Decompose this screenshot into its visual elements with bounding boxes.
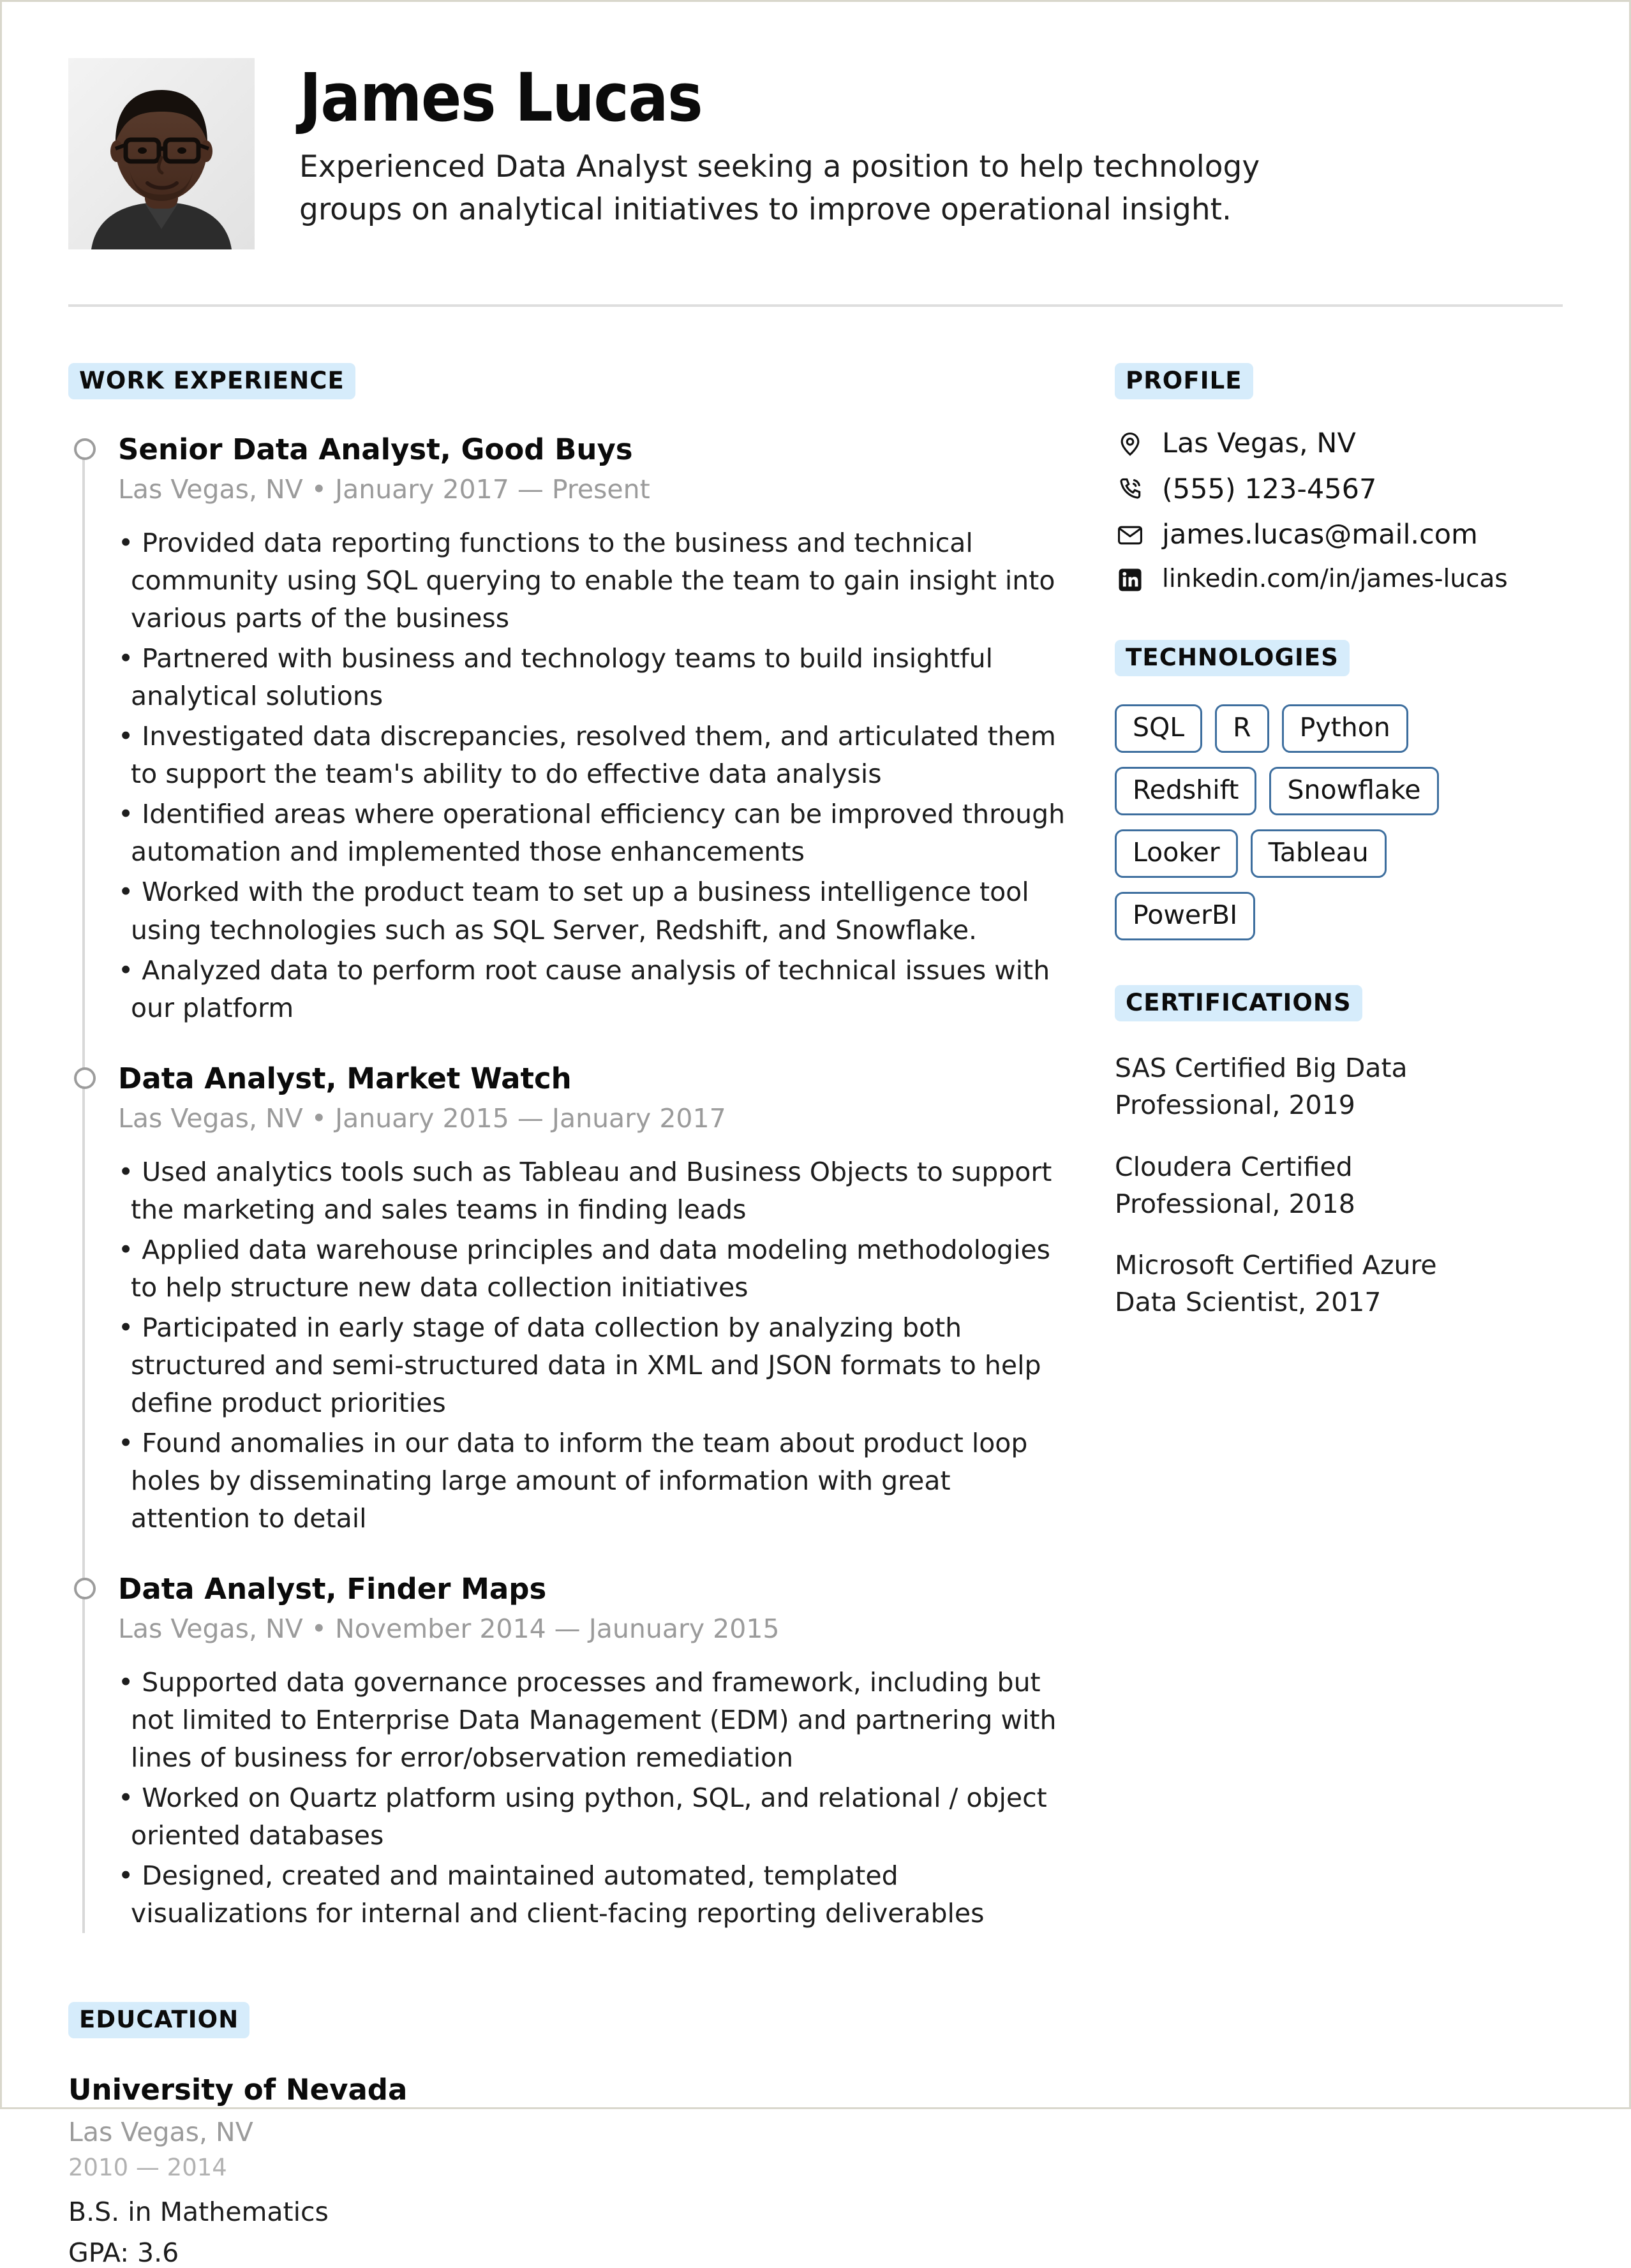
job-bullet: • Used analytics tools such as Tableau and Business Objects to support the marketing and sales teams in finding leads (118, 1156, 1052, 1225)
work-experience-entry (118, 433, 1070, 1027)
sidebar-column (1115, 363, 1523, 1365)
work-timeline (68, 433, 1070, 1933)
job-title: Data Analyst, Market Watch (118, 1061, 572, 1095)
technology-tag: Tableau (1251, 829, 1387, 878)
linkedin-icon (1115, 565, 1145, 595)
job-bullet: • Provided data reporting functions to the business and technical community using SQL querying to enable the team to gain insight into various parts of the business (118, 528, 1055, 634)
technologies-section (1115, 640, 1523, 940)
job-bullet: • Investigated data discrepancies, resolved them, and articulated them to support the team's ability to do effective data analysis (118, 721, 1056, 790)
section-heading-work-experience: WORK EXPERIENCE (68, 363, 355, 399)
job-bullet-list (118, 1664, 1070, 1932)
education-school: University of Nevada (68, 2072, 408, 2107)
job-bullet: • Analyzed data to perform root cause analysis of technical issues with our platform (118, 954, 1050, 1023)
section-heading-education: EDUCATION (68, 2002, 249, 2038)
contact-row[interactable] (1115, 427, 1523, 461)
technology-tag: SQL (1115, 704, 1202, 753)
resume-header (68, 58, 1563, 249)
education-location: Las Vegas, NV (68, 2116, 253, 2147)
content-columns (68, 363, 1563, 2268)
contact-value: linkedin.com/in/james-lucas (1162, 565, 1508, 594)
technology-tag: Snowflake (1269, 767, 1438, 815)
job-meta: Las Vegas, NV • January 2017 — Present (118, 474, 650, 505)
section-heading-certifications: CERTIFICATIONS (1115, 985, 1362, 1021)
profile-photo (68, 58, 255, 249)
technology-tag: Python (1282, 704, 1408, 753)
job-bullet: • Partnered with business and technology teams to build insightful analytical solutions (118, 643, 994, 712)
job-bullet: • Designed, created and maintained automated, templated visualizations for internal and client-facing reporting deliverables (118, 1860, 985, 1929)
job-bullet: • Worked with the product team to set up a business intelligence tool using technologies such as SQL Server, Redshift, and Snowflake. (118, 877, 1029, 945)
education-section (68, 2002, 1070, 2268)
contact-row[interactable] (1115, 473, 1523, 507)
certifications-section (1115, 985, 1523, 1321)
education-gpa: GPA: 3.6 (68, 2237, 179, 2268)
job-title: Senior Data Analyst, Good Buys (118, 433, 633, 466)
education-years: 2010 — 2014 (68, 2153, 227, 2181)
technology-tag: PowerBI (1115, 892, 1255, 940)
section-heading-technologies: TECHNOLOGIES (1115, 640, 1350, 676)
contact-row[interactable] (1115, 565, 1523, 595)
main-column (68, 363, 1115, 2268)
envelope-icon (1115, 520, 1145, 551)
job-title: Data Analyst, Finder Maps (118, 1572, 547, 1606)
job-bullet: • Applied data warehouse principles and data modeling methodologies to help structure new data collection initiatives (118, 1234, 1051, 1303)
timeline-dot-icon (74, 1578, 96, 1599)
education-degree: B.S. in Mathematics (68, 2196, 329, 2227)
section-heading-profile: PROFILE (1115, 363, 1253, 399)
contact-row[interactable] (1115, 519, 1523, 552)
job-meta: Las Vegas, NV • November 2014 — Jaunuary 2015 (118, 1613, 780, 1645)
contact-value: Las Vegas, NV (1162, 427, 1356, 459)
certification-item: SAS Certified Big Data Professional, 2019 (1115, 1053, 1408, 1121)
work-experience-entry (118, 1572, 1070, 1932)
work-experience-section (68, 363, 1070, 1933)
certification-item: Cloudera Certified Professional, 2018 (1115, 1151, 1355, 1219)
profile-section (1115, 363, 1523, 595)
technology-tag: Looker (1115, 829, 1238, 878)
job-bullet: • Worked on Quartz platform using python, SQL, and relational / object oriented databases (118, 1783, 1047, 1851)
contact-value: (555) 123-4567 (1162, 473, 1377, 505)
job-bullet: • Supported data governance processes and framework, including but not limited to Enterprise Data Management (EDM) and partnering with lines of business for error/observation remediation (118, 1667, 1057, 1774)
location-pin-icon (1115, 429, 1145, 459)
timeline-line (82, 449, 85, 1933)
work-experience-entry (118, 1062, 1070, 1538)
certification-item: Microsoft Certified Azure Data Scientist, 2017 (1115, 1250, 1437, 1318)
profile-summary: Experienced Data Analyst seeking a position to help technology groups on analytical initiatives to improve operational insight. (299, 149, 1260, 227)
page-title: James Lucas (299, 59, 703, 137)
technology-tag: Redshift (1115, 767, 1256, 815)
job-bullet: • Identified areas where operational efficiency can be improved through automation and implemented those enhancements (118, 799, 1066, 868)
job-bullet-list (118, 524, 1070, 1027)
phone-icon (1115, 474, 1145, 505)
job-bullet: • Found anomalies in our data to inform the team about product loop holes by disseminating large amount of information with great attention to detail (118, 1428, 1028, 1534)
job-bullet-list (118, 1153, 1070, 1538)
header-divider (68, 304, 1563, 307)
job-meta: Las Vegas, NV • January 2015 — January 2017 (118, 1102, 726, 1134)
technology-tag: R (1215, 704, 1269, 753)
job-bullet: • Participated in early stage of data collection by analyzing both structured and semi-structured data in XML and JSON formats to help define product priorities (118, 1312, 1041, 1418)
contact-value: james.lucas@mail.com (1162, 519, 1478, 551)
timeline-dot-icon (74, 1067, 96, 1089)
timeline-dot-icon (74, 438, 96, 460)
